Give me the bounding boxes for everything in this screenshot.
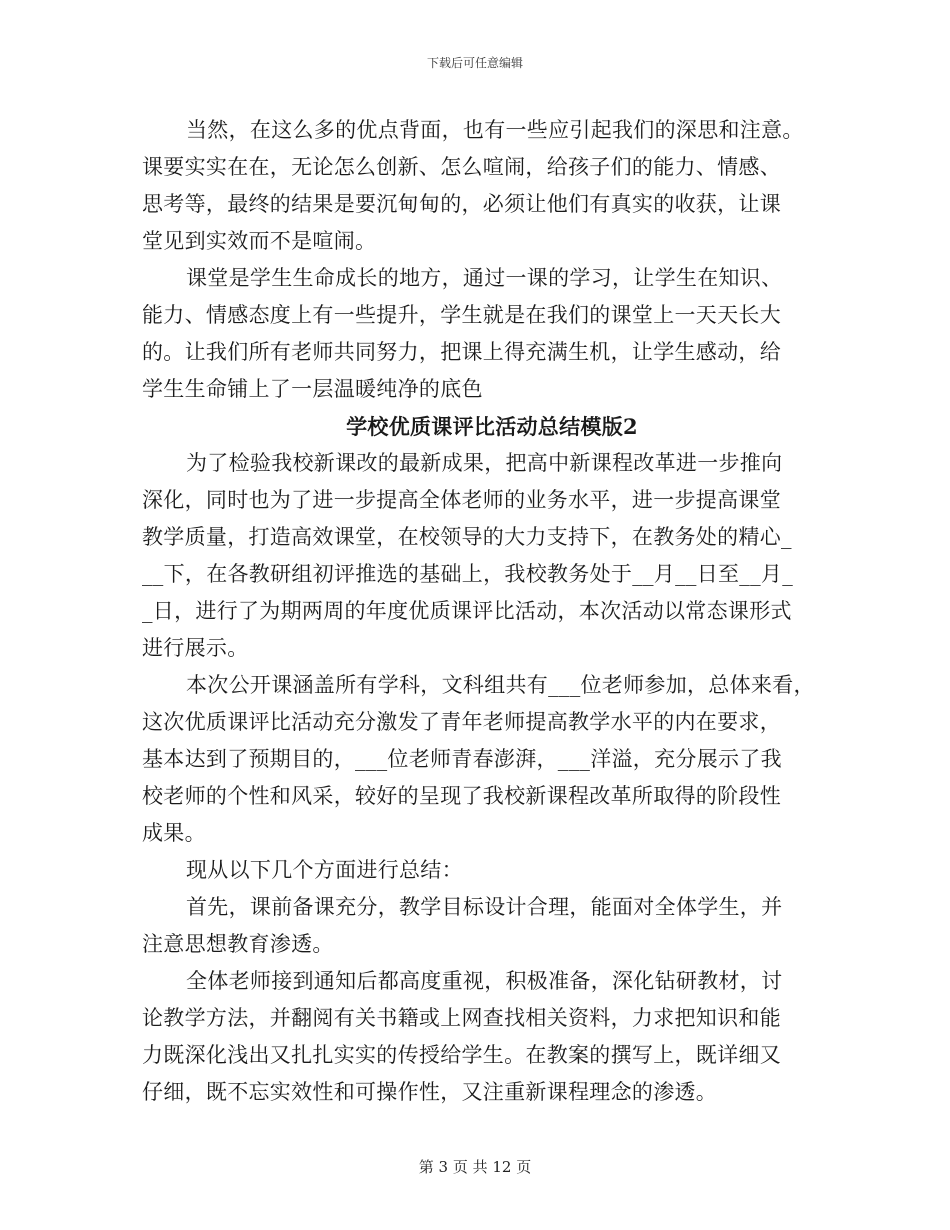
paragraph-line: 全体老师接到通知后都高度重视，积极准备，深化钻研教材，讨	[186, 969, 783, 993]
paragraph-line: 力既深化浅出又扎扎实实的传授给学生。在教案的撰写上，既详细又	[142, 1043, 781, 1067]
paragraph-line: 为了检验我校新课改的最新成果，把高中新课程改革进一步推向	[186, 451, 783, 475]
paragraph-line: __下，在各教研组初评推选的基础上，我校教务处于__月__日至__月_	[142, 562, 793, 586]
paragraph-line: _日，进行了为期两周的年度优质课评比活动，本次活动以常态课形式	[142, 599, 792, 623]
paragraph-line: 现从以下几个方面进行总结：	[186, 858, 463, 882]
paragraph-line: 这次优质课评比活动充分激发了青年老师提高教学水平的内在要求，	[142, 710, 781, 734]
paragraph-line: 的。让我们所有老师共同努力，把课上得充满生机，让学生感动，给	[142, 340, 781, 364]
paragraph-line: 校老师的个性和风采，较好的呈现了我校新课程改革所取得的阶段性	[142, 784, 781, 808]
page-number: 第 3 页 共 12 页	[418, 1158, 532, 1176]
paragraph-line: 当然，在这么多的优点背面，也有一些应引起我们的深思和注意。	[186, 118, 804, 142]
section-title: 学校优质课评比活动总结模版2	[346, 414, 638, 439]
paragraph-line: 课要实实在在，无论怎么创新、怎么喧闹，给孩子们的能力、情感、	[142, 155, 781, 179]
paragraph-line: 学生生命铺上了一层温暖纯净的底色	[142, 377, 483, 401]
paragraph-line: 基本达到了预期目的，___位老师青春澎湃，___洋溢，充分展示了我	[142, 747, 782, 771]
paragraph-line: 进行展示。	[142, 636, 249, 660]
paragraph-line: 课堂是学生生命成长的地方，通过一课的学习，让学生在知识、	[186, 266, 783, 290]
paragraph-line: 教学质量，打造高效课堂，在校领导的大力支持下，在教务处的精心_	[142, 525, 792, 549]
paragraph-line: 论教学方法，并翻阅有关书籍或上网查找相关资料，力求把知识和能	[142, 1006, 781, 1030]
paragraph-line: 思考等，最终的结果是要沉甸甸的，必须让他们有真实的收获，让课	[142, 192, 781, 216]
paragraph-line: 仔细，既不忘实效性和可操作性，又注重新课程理念的渗透。	[142, 1080, 718, 1104]
paragraph-line: 本次公开课涵盖所有学科，文科组共有___位老师参加，总体来看，	[186, 673, 815, 697]
paragraph-line: 堂见到实效而不是喧闹。	[142, 229, 377, 253]
paragraph-line: 能力、情感态度上有一些提升，学生就是在我们的课堂上一天天长大	[142, 303, 781, 327]
paragraph-line: 注意思想教育渗透。	[142, 932, 334, 956]
paragraph-line: 成果。	[142, 821, 206, 845]
document-body	[142, 112, 822, 1111]
header-note: 下载后可任意编辑	[426, 56, 523, 70]
paragraph-line: 深化，同时也为了进一步提高全体老师的业务水平，进一步提高课堂	[142, 488, 781, 512]
paragraph-line: 首先，课前备课充分，教学目标设计合理，能面对全体学生，并	[186, 895, 783, 919]
